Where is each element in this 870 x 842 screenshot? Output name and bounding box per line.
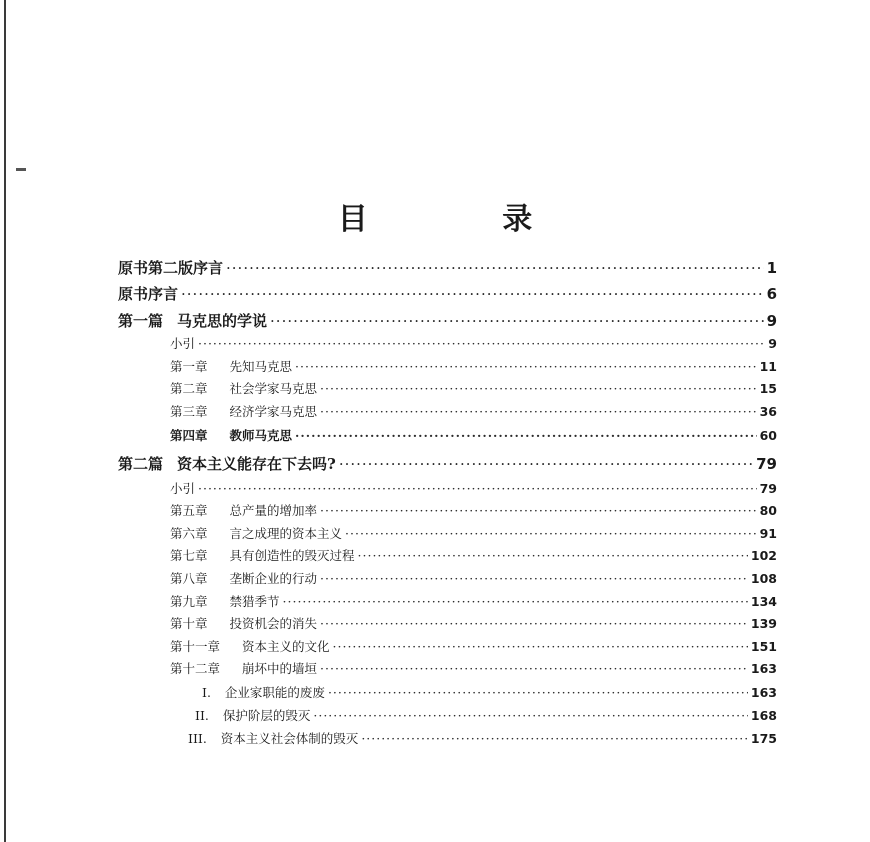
toc-entry-title: 马克思的学说 [177,312,268,330]
toc-entry [170,573,777,586]
toc-leader [361,733,748,746]
toc-entry-title: 社会学家马克思 [229,381,318,396]
toc-entry-title: 禁猎季节 [229,594,280,609]
toc-page-number: 9 [766,312,777,330]
toc-leader [295,430,757,443]
toc-entry-number: 第八章 [170,571,208,586]
toc-entry-title: 资本主义的文化 [242,639,330,654]
toc-leader [339,457,753,472]
toc-entry-number: 第四章 [170,428,208,443]
toc-leader [320,406,757,419]
toc-leader [320,505,757,518]
toc-leader [320,383,757,396]
toc-page-number: 102 [750,548,777,563]
toc-page-number: 151 [750,639,777,654]
toc-entry [170,618,777,631]
toc-page-number: 9 [768,336,777,351]
toc-page-number: 163 [750,661,777,676]
toc-entry-label [170,573,317,586]
toc-page-number: 1 [766,259,777,277]
toc-leader [226,261,764,276]
toc-entry-title: 资本主义社会体制的毁灭 [220,731,359,746]
toc-page-number: 15 [759,381,777,396]
toc-page-number: 134 [750,594,777,609]
toc-entry-title: 言之成理的资本主义 [229,526,343,541]
toc-entry [170,528,777,541]
toc-entry-title: 崩坏中的墙垣 [242,661,318,676]
toc-entry [170,483,777,496]
toc-leader [328,687,748,700]
toc-entry-number: 第三章 [170,404,208,419]
toc-leader [320,618,748,631]
toc-leader [313,710,748,723]
toc-page-number: 79 [759,481,777,496]
toc-leader [181,287,764,302]
toc-page-number: 80 [759,503,777,518]
toc-entry [195,710,777,723]
toc-entry-label [170,406,317,419]
toc-entry-number: 第六章 [170,526,208,541]
toc-entry-label [170,663,317,676]
toc-entry [170,338,777,351]
toc-page-number: 79 [756,455,777,473]
toc-entry [170,641,777,654]
toc-entry-number: 第十二章 [170,661,221,676]
toc-page-number: 163 [750,685,777,700]
toc-leader [283,596,748,609]
toc-entry-number: III. [188,731,207,746]
toc-entry-label [188,733,358,746]
toc-entry-label [170,430,292,443]
toc-leader [358,550,748,563]
toc-page-number: 91 [759,526,777,541]
toc-entry [118,457,777,472]
toc-leader [198,483,757,496]
toc-entry [170,430,777,443]
toc-entry-label: 小引 [170,481,196,496]
toc-page-number: 139 [750,616,777,631]
toc-entry-title: 总产量的增加率 [229,503,318,518]
toc-entry-title: 保护阶层的毁灭 [222,708,311,723]
toc-entry-title: 具有创造性的毁灭过程 [229,548,355,563]
toc-entry [170,406,777,419]
toc-entry-label [170,528,342,541]
toc-entry-number: 第十一章 [170,639,221,654]
toc-entry [118,261,777,276]
toc-entry-title: 经济学家马克思 [229,404,318,419]
toc-entry [170,596,777,609]
toc-entry-label: 原书第二版序言 [118,259,224,277]
toc-entry-number: 第九章 [170,594,208,609]
toc-entry-number: II. [195,708,209,723]
toc-leader [320,663,748,676]
toc-entry [170,663,777,676]
toc-page-number: 168 [750,708,777,723]
toc-page-number: 175 [750,731,777,746]
toc-entry-number: 第五章 [170,503,208,518]
toc-leader [198,338,765,351]
toc-entry-label [170,505,317,518]
toc-entry-label: 小引 [170,336,196,351]
toc-page-number: 108 [750,571,777,586]
toc-entry [170,505,777,518]
toc-page-number: 36 [759,404,777,419]
toc-entry-title: 教师马克思 [229,428,293,443]
toc-entry-number: 第二篇 [118,455,164,473]
toc-entry-label [118,314,267,329]
toc-entry-number: 第十章 [170,616,208,631]
toc-leader [270,314,764,329]
toc-entry [170,361,777,374]
toc-leader [333,641,748,654]
toc-entry-label [118,457,336,472]
toc-entry-label [170,596,280,609]
toc-entry-number: 第一篇 [118,312,164,330]
toc-entry-number: I. [202,685,211,700]
toc-page-number: 11 [759,359,777,374]
toc-title: 目 录 [337,202,595,237]
toc-leader [295,361,757,374]
toc-entry [118,287,777,302]
toc-entry-label [170,383,317,396]
toc-entry-title: 企业家职能的废废 [224,685,325,700]
toc-entry-label [202,687,325,700]
toc-entry [188,733,777,746]
toc-entry-number: 第二章 [170,381,208,396]
toc-entry [170,550,777,563]
toc-entry-label: 原书序言 [118,285,179,303]
toc-entry-label [170,641,330,654]
toc-entry-title: 垄断企业的行动 [229,571,318,586]
toc-leader [320,573,748,586]
toc-entry-title: 资本主义能存在下去吗? [177,455,336,473]
toc-entry-label [170,618,317,631]
toc-entry [170,383,777,396]
toc-entry-number: 第一章 [170,359,208,374]
toc-entry-label [170,361,292,374]
toc-entry [202,687,777,700]
toc-entry-title: 先知马克思 [229,359,293,374]
toc-page-number: 60 [759,428,777,443]
toc-entry [118,314,777,329]
toc-entry-label [170,550,355,563]
toc-page-number: 6 [766,285,777,303]
toc-leader [345,528,757,541]
toc-entry-label [195,710,310,723]
toc-entry-title: 投资机会的消失 [229,616,318,631]
toc-entry-number: 第七章 [170,548,208,563]
